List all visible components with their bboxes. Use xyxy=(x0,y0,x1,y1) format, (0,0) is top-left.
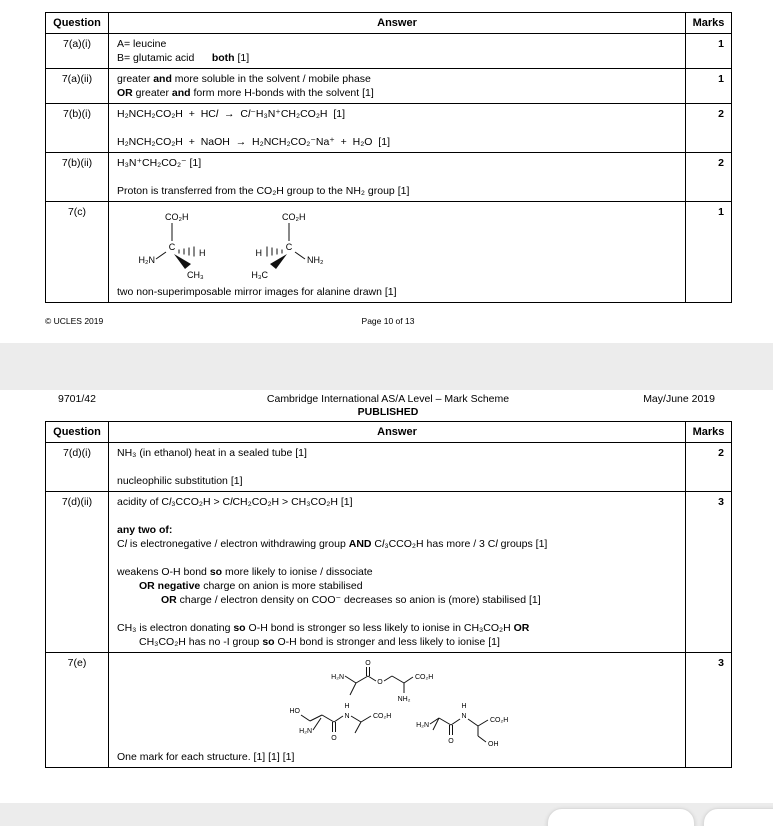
marks-7e: 3 xyxy=(686,653,732,768)
table-header-row xyxy=(46,422,732,443)
h2n-label: H₂N xyxy=(331,674,344,681)
oh-label: OH xyxy=(488,741,499,748)
marks-column-header: Marks xyxy=(686,13,732,34)
text-line: Proton is transferred from the CO₂H group to the NH₂ group [1] xyxy=(117,185,410,197)
ester-o-label: O xyxy=(377,679,383,686)
text-line: any two of: xyxy=(117,524,173,536)
co2h-label: CO₂H xyxy=(415,674,434,681)
bottom-right-structure-bonds xyxy=(430,718,488,742)
text-line: two non-superimposable mirror images for alanine drawn [1] xyxy=(117,286,397,298)
document-title: Cambridge International AS/A Level – Mark Scheme xyxy=(266,393,510,405)
alanine-left-wedge-bond xyxy=(174,254,191,269)
nh2-label: NH₂ xyxy=(307,255,324,265)
answer-7c-caption xyxy=(117,285,677,299)
published-label: PUBLISHED xyxy=(357,406,419,418)
bottom-left-structure-labels xyxy=(290,703,392,742)
question-number-7dii: 7(d)(ii) xyxy=(46,492,109,653)
question-number-7ai: 7(a)(i) xyxy=(46,34,109,69)
marks-7c: 1 xyxy=(686,202,732,303)
marks-7bi: 2 xyxy=(686,104,732,153)
table-header-row xyxy=(46,13,732,34)
answer-7e xyxy=(109,653,686,768)
answer-column-header: Answer xyxy=(109,13,686,34)
h2n-label: H₂N xyxy=(299,728,312,735)
carbon-label: C xyxy=(168,242,176,252)
marks-column-header: Marks xyxy=(686,422,732,443)
co2h-label: CO₂H xyxy=(490,717,509,724)
text-line: acidity of Cl₃CCO₂H > ClCH₂CO₂H > CH₃CO₂H [1] xyxy=(117,496,353,508)
page-header xyxy=(45,393,731,421)
text-line: greater and more soluble in the solvent / mobile phase xyxy=(117,73,371,85)
question-number-7e: 7(e) xyxy=(46,653,109,768)
text-line: OR negative charge on anion is more stabilised xyxy=(139,580,363,592)
table-row-7dii xyxy=(46,492,732,653)
text-line: CH₃ is electron donating so O-H bond is stronger so less likely to ionise in CH₃CO₂H OR xyxy=(117,622,530,634)
mark-scheme-table-page10 xyxy=(45,12,732,303)
marks-7dii: 3 xyxy=(686,492,732,653)
alanine-right-wedge-bond xyxy=(270,254,287,269)
marks-7ai: 1 xyxy=(686,34,732,69)
text-line: NH₃ (in ethanol) heat in a sealed tube [1] xyxy=(117,447,307,459)
amide-h-label: H xyxy=(344,703,350,710)
text-line: weakens O-H bond so more likely to ionise / dissociate xyxy=(117,566,373,578)
mark-scheme-table-page11 xyxy=(45,421,732,768)
text-line: Cl is electronegative / electron withdrawing group AND Cl₃CCO₂H has more / 3 Cl groups [1] xyxy=(117,538,548,550)
text-line: H₂NCH₂CO₂H + HCl → Cl⁻H₃N⁺CH₂CO₂H [1] xyxy=(117,108,345,120)
text-line xyxy=(117,460,677,474)
bottom-right-structure-labels xyxy=(416,703,508,748)
co2h-label: CO₂H xyxy=(165,212,189,222)
amide-h-label: H xyxy=(461,703,467,710)
carbonyl-o-label: O xyxy=(331,735,337,742)
text-line: B= glutamic acid both [1] xyxy=(117,52,250,64)
page-gap xyxy=(0,343,773,390)
alanine-right-bonds xyxy=(267,223,305,259)
question-number-7bi: 7(b)(i) xyxy=(46,104,109,153)
ho-label: HO xyxy=(289,708,300,715)
table-row-7c xyxy=(46,202,732,303)
carbonyl-o-label: O xyxy=(448,738,454,745)
answer-7aii xyxy=(109,69,686,104)
h2n-label: H₂N xyxy=(416,722,429,729)
marks-7di: 2 xyxy=(686,443,732,492)
h-label: H xyxy=(199,248,206,258)
amide-n-label: N xyxy=(344,713,350,720)
text-line: CH₃CO₂H has no -I group so O-H bond is stronger and less likely to ionise [1] xyxy=(139,636,500,648)
question-number-7bii: 7(b)(ii) xyxy=(46,153,109,202)
paper-code: 9701/42 xyxy=(58,393,96,405)
question-column-header: Question xyxy=(46,13,109,34)
marks-7aii: 1 xyxy=(686,69,732,104)
alanine-right-labels xyxy=(251,212,324,280)
question-number-7c: 7(c) xyxy=(46,202,109,303)
table-row-7e xyxy=(46,653,732,768)
table-row-7aii xyxy=(46,69,732,104)
text-line: OR charge / electron density on COO⁻ decreases so anion is (more) stabilised [1] xyxy=(161,594,541,606)
copyright-text: © UCLES 2019 xyxy=(45,316,104,326)
answer-7bii xyxy=(109,153,686,202)
text-line: One mark for each structure. [1] [1] [1] xyxy=(117,751,295,763)
page-number: Page 10 of 13 xyxy=(361,316,415,326)
text-line xyxy=(117,170,677,184)
marks-7bii: 2 xyxy=(686,153,732,202)
question-number-7di: 7(d)(i) xyxy=(46,443,109,492)
text-line: H₂NCH₂CO₂H + NaOH → H₂NCH₂CO₂⁻Na⁺ + H₂O [1] xyxy=(117,136,390,148)
text-line xyxy=(117,121,677,135)
table-row-7bii xyxy=(46,153,732,202)
answer-7ai xyxy=(109,34,686,69)
three-amino-acid-derivative-structures xyxy=(272,658,522,750)
exam-session: May/June 2019 xyxy=(643,393,715,405)
carbon-label: C xyxy=(285,242,293,252)
top-structure-labels xyxy=(331,660,433,703)
table-row-7bi xyxy=(46,104,732,153)
page-10 xyxy=(0,0,773,343)
ch3-label: CH₃ xyxy=(187,270,204,280)
question-column-header: Question xyxy=(46,422,109,443)
answer-7bi xyxy=(109,104,686,153)
text-line xyxy=(117,509,677,523)
text-line xyxy=(117,607,677,621)
co2h-label: CO₂H xyxy=(282,212,306,222)
alanine-left-bonds xyxy=(156,223,194,259)
answer-column-header: Answer xyxy=(109,422,686,443)
co2h-label: CO₂H xyxy=(373,713,392,720)
table-row-7di xyxy=(46,443,732,492)
nh2-label: NH₂ xyxy=(397,696,411,703)
alanine-mirror-image-structures xyxy=(131,207,381,283)
answer-7di xyxy=(109,443,686,492)
text-line: A= leucine xyxy=(117,38,167,50)
table-row-7ai xyxy=(46,34,732,69)
h3c-label: H₃C xyxy=(251,270,268,280)
page-11 xyxy=(0,390,773,803)
alanine-left-labels xyxy=(139,212,206,280)
text-line: H₃N⁺CH₂CO₂⁻ [1] xyxy=(117,157,202,169)
amide-n-label: N xyxy=(461,713,467,720)
answer-7c xyxy=(109,202,686,303)
floating-button-left[interactable] xyxy=(547,808,695,826)
text-line: nucleophilic substitution [1] xyxy=(117,475,243,487)
text-line xyxy=(117,551,677,565)
question-number-7aii: 7(a)(ii) xyxy=(46,69,109,104)
h2n-label: H₂N xyxy=(138,255,155,265)
carbonyl-o-label: O xyxy=(365,660,371,667)
answer-7e-caption xyxy=(117,750,677,764)
answer-7dii xyxy=(109,492,686,653)
h-label: H xyxy=(255,248,262,258)
text-line: OR greater and form more H-bonds with the solvent [1] xyxy=(117,87,374,99)
floating-button-right[interactable] xyxy=(703,808,773,826)
